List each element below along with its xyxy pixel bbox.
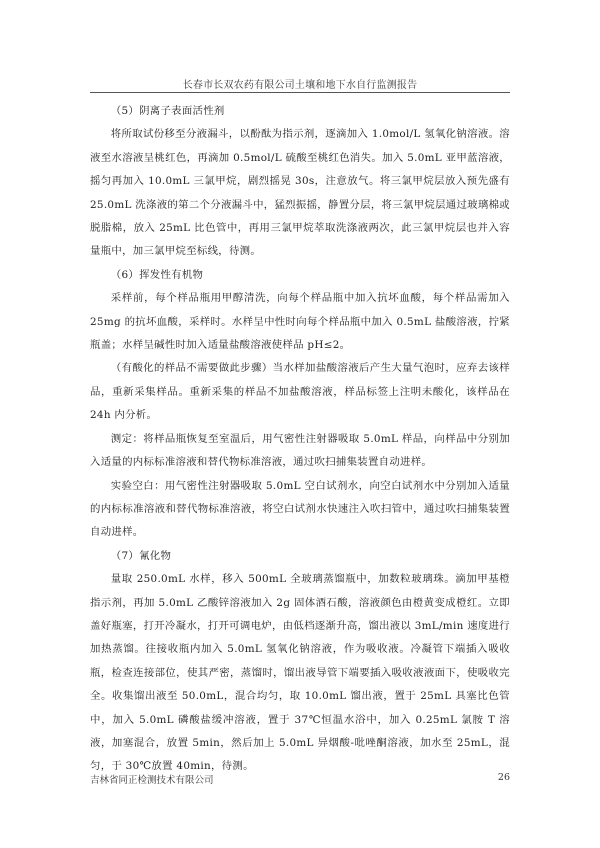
document-body <box>90 100 510 779</box>
section-heading-cyanide: （7）氰化物 <box>110 549 172 562</box>
paragraph: 将所取试份移至分液漏斗，以酚酞为指示剂，逐滴加入 1.0mol/L 氢氧化钠溶液。溶液至水溶液呈桃红色，再滴加 0.5mol/L 硫酸至桃红色消失。加入 5.0mL 亚甲蓝溶液，摇匀再加入 10.0mL 三氯甲烷，剧烈摇晃 30s，注意放气。将三氯甲烷层放入预先盛有 25.0mL 洗涤液的第二个分液漏斗中，猛烈振摇，静置分层，将三氯甲烷层通过玻璃棉或脱脂棉，放入 25mL 比色管中，再用三氯甲烷萃取洗涤液两次，此三氯甲烷层也并入容量瓶中，加三氯甲烷至标线，待测。 <box>90 128 510 258</box>
footer-company: 吉林省同正检测技术有限公司 <box>90 775 214 786</box>
header-divider <box>90 92 510 93</box>
paragraph: 实验空白：用气密性注射器吸取 5.0mL 空白试剂水，向空白试剂水中分别加入适量的内标标准溶液和替代物标准溶液，将空白试剂水快速注入吹扫管中，通过吹扫捕集装置自动进样。 <box>90 479 510 539</box>
paragraph: 量取 250.0mL 水样，移入 500mL 全玻璃蒸馏瓶中，加数粒玻璃珠。滴加甲基橙指示剂，再加 5.0mL 乙酸锌溶液加入 2g 固体酒石酸，溶液颜色由橙黄变成橙红。立即盖好瓶塞，打开冷凝水，打开可调电炉，由低档逐渐升高，馏出液以 3mL/min 速度进行加热蒸馏。往接收瓶内加入 5.0mL 氢氧化钠溶液，作为吸收液。冷凝管下端插入吸收瓶，检查连接部位，使其严密，蒸馏时，馏出液导管下端要插入吸收液液面下，使吸收完全。收集馏出液至 50.0mL，混合均匀，取 10.0mL 馏出液，置于 25mL 具塞比色管中，加入 5.0mL 磷酸盐缓冲溶液，置于 37℃恒温水浴中，加入 0.25mL 氯胺 T 溶液，加塞混合，放置 5min，然后加上 5.0mL 异烟酸-吡唑酮溶液，加水至 25mL，混匀，于 30℃放置 40min，待测。 <box>90 573 510 773</box>
paragraph: （有酸化的样品不需要做此步骤）当水样加盐酸溶液后产生大量气泡时，应弃去该样品，重新采集样品。重新采集的样品不加盐酸溶液，样品标签上注明未酸化，该样品在 24h 内分析。 <box>90 362 510 422</box>
page-number: 26 <box>497 772 510 783</box>
section-heading-anionic-surfactant: （5）阴离子表面活性剂 <box>110 105 225 117</box>
page-header: 长春市长双农药有限公司土壤和地下水自行监测报告 <box>182 80 418 91</box>
paragraph: 采样前，每个样品瓶用甲醇清洗，向每个样品瓶中加入抗坏血酸，每个样品需加入 25mg 的抗坏血酸，采样时。水样呈中性时向每个样品瓶中加入 0.5mL 盐酸溶液，拧紧瓶盖；水样呈碱性时加入适量盐酸溶液使样品 pH≤2。 <box>90 292 510 352</box>
paragraph: 测定：将样品瓶恢复至室温后，用气密性注射器吸取 5.0mL 样品，向样品中分别加入适量的内标标准溶液和替代物标准溶液，通过吹扫捕集装置自动进样。 <box>90 432 510 469</box>
section-heading-voc: （6）挥发性有机物 <box>110 268 204 281</box>
